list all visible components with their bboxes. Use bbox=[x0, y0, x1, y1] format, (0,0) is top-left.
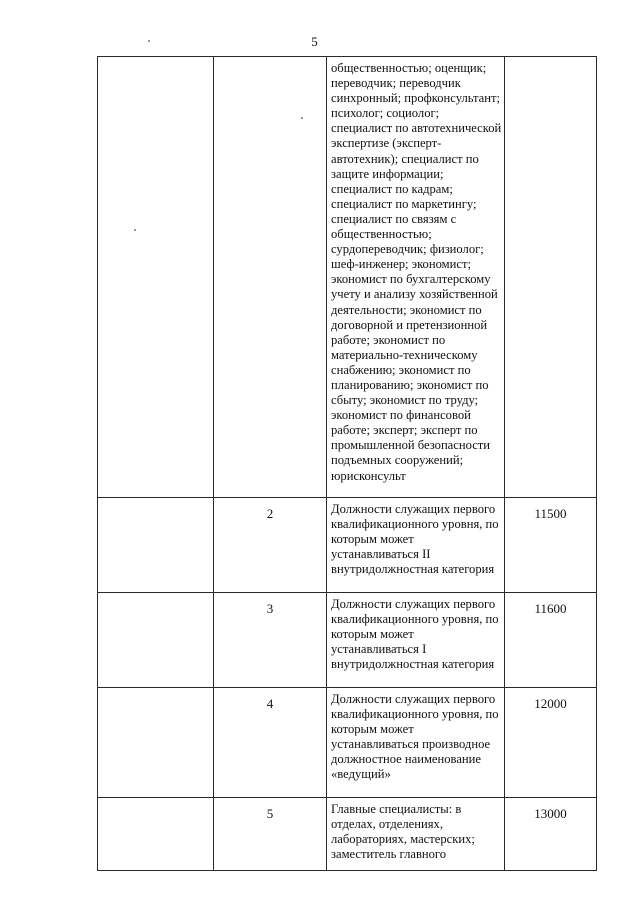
group-cell bbox=[98, 798, 214, 871]
salary-cell: 13000 bbox=[505, 798, 597, 871]
group-cell bbox=[98, 593, 214, 688]
qualification-level-cell: 4 bbox=[214, 688, 327, 798]
scan-speck bbox=[134, 229, 136, 231]
scan-speck bbox=[301, 117, 303, 119]
group-cell bbox=[98, 688, 214, 798]
table-row bbox=[98, 498, 597, 593]
position-description-cell: Главные специалисты: в отделах, отделениях, лабораториях, мастерских; заместитель главного bbox=[327, 798, 505, 871]
table-row bbox=[98, 57, 597, 498]
qualification-level-cell: 3 bbox=[214, 593, 327, 688]
table-row bbox=[98, 593, 597, 688]
qualification-level-cell: 5 bbox=[214, 798, 327, 871]
table-row bbox=[98, 688, 597, 798]
scan-speck bbox=[148, 40, 150, 42]
salary-cell: 12000 bbox=[505, 688, 597, 798]
position-description-cell: общественностью; оценщик; переводчик; переводчик синхронный; профконсультант; психолог; социолог; специалист по автотехнической экспертизе (эксперт-автотехник); специалист по защите информации; специалист по кадрам; специалист по маркетингу; специалист по связям с общественностью; сурдопереводчик; физиолог; шеф-инженер; экономист; экономист по бухгалтерскому учету и анализу хозяйственной деятельности; экономист по договорной и претензионной работе; экономист по материально-техническому снабжению; экономист по планированию; экономист по сбыту; экономист по труду; экономист по финансовой работе; эксперт; эксперт по промышленной безопасности подъемных сооружений; юрисконсульт bbox=[327, 57, 505, 498]
position-description-cell: Должности служащих первого квалификационного уровня, по которым может устанавливаться I внутридолжностная категория bbox=[327, 593, 505, 688]
salary-cell: 11600 bbox=[505, 593, 597, 688]
salary-cell bbox=[505, 57, 597, 498]
group-cell bbox=[98, 57, 214, 498]
position-description-cell: Должности служащих первого квалификационного уровня, по которым может устанавливаться производное должностное наименование «ведущий» bbox=[327, 688, 505, 798]
salary-table bbox=[97, 56, 597, 871]
page-number: 5 bbox=[311, 34, 318, 49]
table-row bbox=[98, 798, 597, 871]
salary-cell: 11500 bbox=[505, 498, 597, 593]
qualification-level-cell: 2 bbox=[214, 498, 327, 593]
position-description-cell: Должности служащих первого квалификационного уровня, по которым может устанавливаться II внутридолжностная категория bbox=[327, 498, 505, 593]
group-cell bbox=[98, 498, 214, 593]
qualification-level-cell bbox=[214, 57, 327, 498]
